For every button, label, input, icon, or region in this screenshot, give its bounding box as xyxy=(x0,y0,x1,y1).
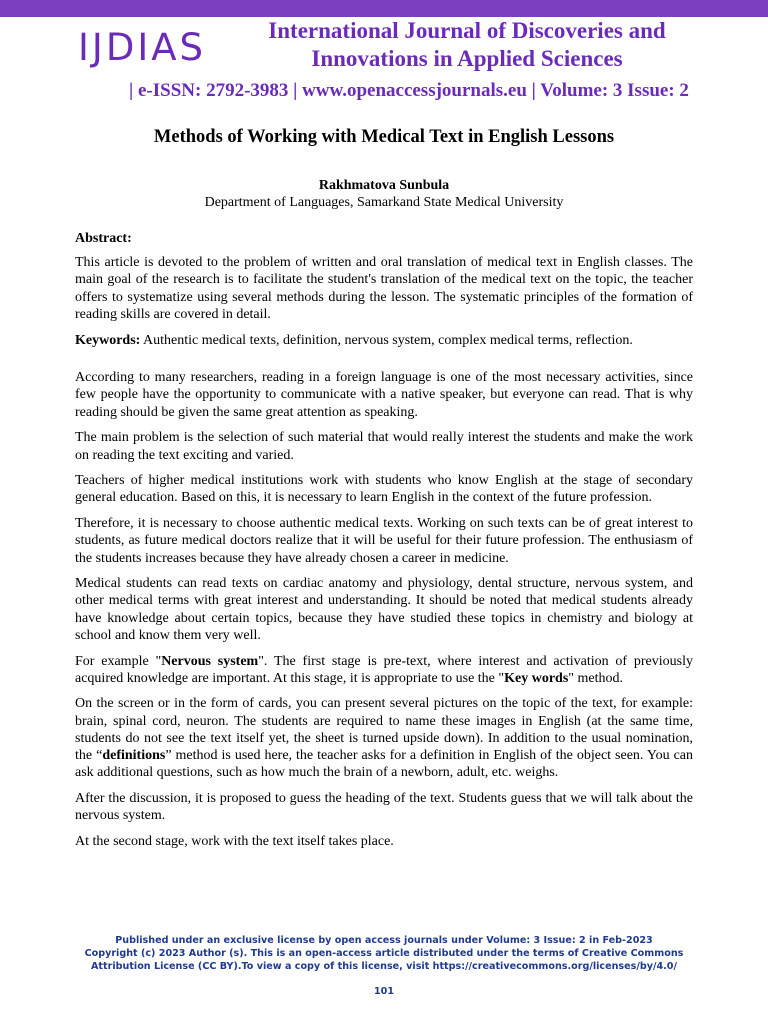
paragraph-4: Therefore, it is necessary to choose authentic medical texts. Working on such texts can be of great interest to students, as future medical doctors realize that it will be useful for their future profession. The enthusiasm of the students increases because they have already chosen a career in medicine. xyxy=(75,516,693,566)
keywords xyxy=(75,332,693,349)
journal-logo: IJDIAS xyxy=(78,26,207,69)
abstract-text: This article is devoted to the problem of written and oral translation of medical text in English classes. The main goal of the research is to facilitate the student's translation of the medical text on the topic, the teacher offers to systematize using several methods during the lesson. The systematic principles of the formation of reading skills are covered in detail. xyxy=(75,255,693,322)
p7-text-a: On the screen or in the form of cards, you can present several pictures on the topic of the text, for example: brain, spinal cord, neuron. The students are required to name these images in English (at the same time, students do not see the text itself yet, the sheet is turned upside down). In addition to the usual nomination, the “ xyxy=(75,696,693,764)
p6-bold-key-words: Key words xyxy=(504,670,569,686)
paragraph-5: Medical students can read texts on cardiac anatomy and physiology, dental structure, nervous system, and other medical terms with great interest and understanding. It should be noted that medical students already have knowledge about certain topics, because they have studied these topics in chemistry and biology at school and know them very well. xyxy=(75,576,693,643)
paragraph-7 xyxy=(75,695,693,781)
keywords-label: Keywords: xyxy=(75,332,141,348)
p6-text-a: For example " xyxy=(75,653,162,669)
footer-line2: Copyright (c) 2023 Author (s). This is an open-access article distributed under the terms of Creative Commons xyxy=(84,948,684,960)
keywords-text: Authentic medical texts, definition, nervous system, complex medical terms, reflection. xyxy=(140,332,633,348)
journal-title-line2: Innovations in Applied Sciences xyxy=(311,46,623,71)
paragraph-1: According to many researchers, reading in a foreign language is one of the most necessary activities, since few people have the opportunity to communicate with a native speaker, but everyone can read. That is why reading should be given the same great attention as speaking. xyxy=(75,370,693,420)
article-title: Methods of Working with Medical Text in English Lessons xyxy=(153,127,615,147)
top-color-bar xyxy=(0,0,768,17)
p7-bold-definitions: definitions xyxy=(102,748,166,764)
article-body xyxy=(75,230,693,859)
license-footer xyxy=(0,934,768,974)
journal-title xyxy=(240,17,694,73)
p6-text-e: " method. xyxy=(568,670,623,686)
page-number: 101 xyxy=(373,986,395,997)
p6-text-c: ". The first stage is pre-text, where interest and activation of previously acquired knowledge are important. At this stage, it is appropriate to use the " xyxy=(75,653,693,686)
abstract-heading: Abstract: xyxy=(75,231,132,246)
paragraph-3: Teachers of higher medical institutions work with students who know English at the stage of secondary general education. Based on this, it is necessary to learn English in the context of the future profession. xyxy=(75,473,693,506)
paragraph-9: At the second stage, work with the text itself takes place. xyxy=(75,833,394,849)
paragraph-8: After the discussion, it is proposed to guess the heading of the text. Students guess that we will talk about the nervous system. xyxy=(75,790,693,824)
p7-text-c: ” method is used here, the teacher asks for a definition in English of the object seen. You can ask additional questions, such as how much the brain of a newborn, adult, etc. weighs. xyxy=(75,748,693,781)
author-name: Rakhmatova Sunbula xyxy=(318,178,450,193)
issn-line: | e-ISSN: 2792-3983 | www.openaccessjournals.eu | Volume: 3 Issue: 2 xyxy=(129,80,689,101)
footer-line3: Attribution License (CC BY).To view a copy of this license, visit https://creativecommons.org/licenses/by/4.0/ xyxy=(91,961,677,973)
p6-bold-nervous-system: Nervous system xyxy=(161,653,259,669)
footer-line1: Published under an exclusive license by open access journals under Volume: 3 Issue: 2 in Feb-2023 xyxy=(115,935,653,946)
journal-title-line1: International Journal of Discoveries and xyxy=(268,18,666,43)
paragraph-2: The main problem is the selection of such material that would really interest the students and make the work on reading the text exciting and varied. xyxy=(75,430,693,463)
author-affiliation: Department of Languages, Samarkand State Medical University xyxy=(204,195,564,210)
paragraph-6 xyxy=(75,653,693,687)
